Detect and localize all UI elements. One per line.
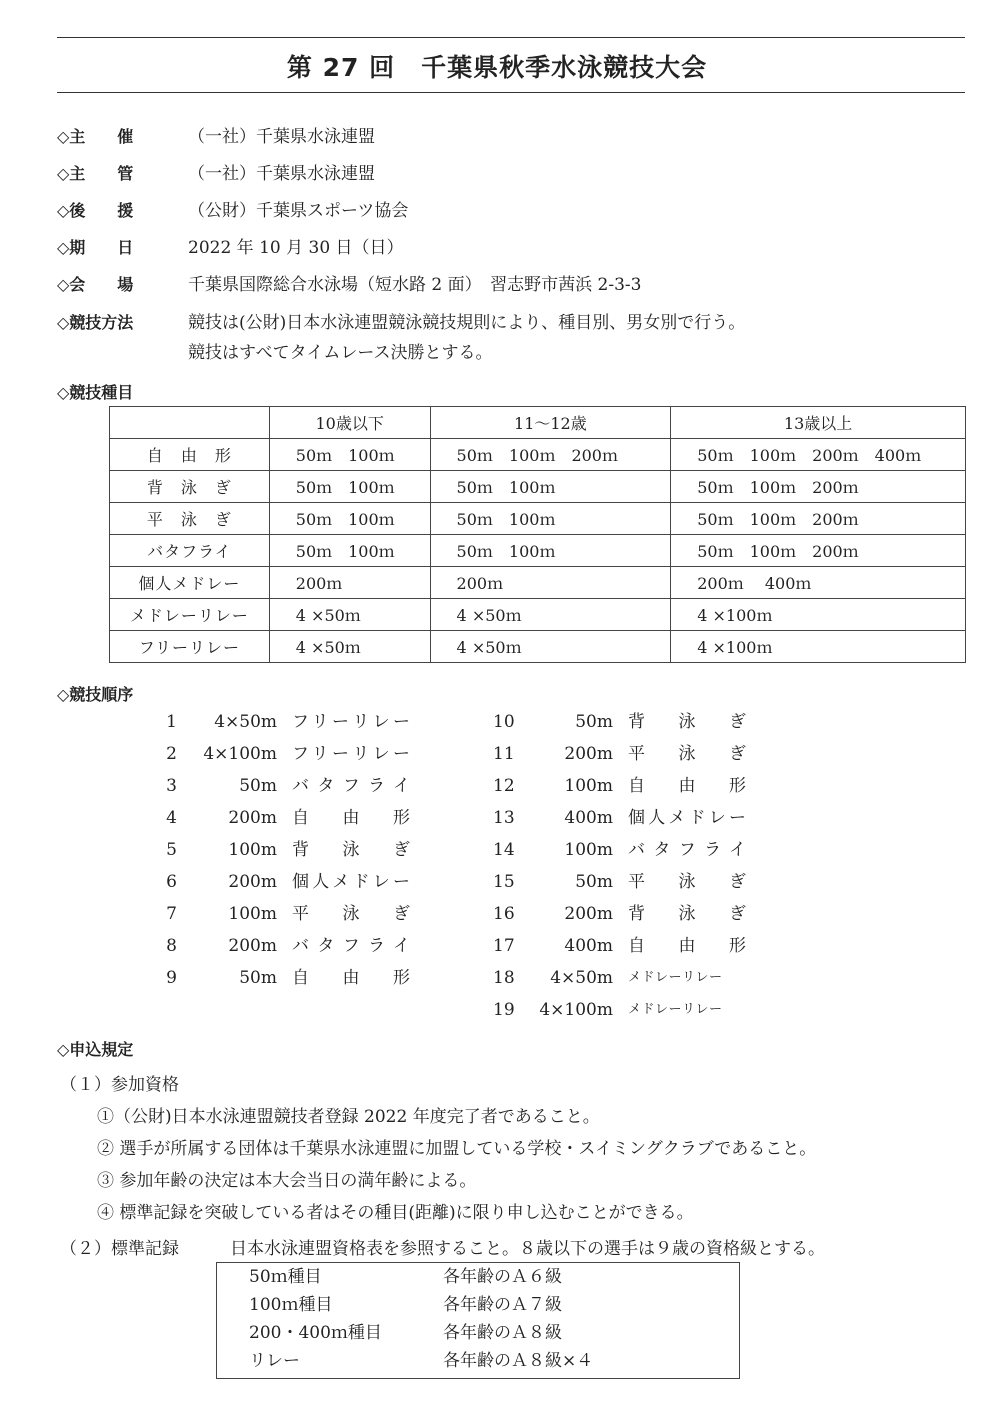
order-event: 背泳ぎ bbox=[628, 712, 746, 732]
table-header-row bbox=[110, 407, 966, 439]
eligibility-heading: （１）参加資格 bbox=[60, 1075, 179, 1095]
order-event: メドレーリレー bbox=[628, 1002, 723, 1017]
table-cell: 50ｍ 100ｍ bbox=[269, 439, 430, 471]
order-event: バタフライ bbox=[628, 840, 746, 860]
order-event: バタフライ bbox=[292, 936, 410, 956]
table-row bbox=[110, 567, 966, 599]
order-number: 9 bbox=[166, 968, 177, 988]
info-label: ◇期 日 bbox=[57, 238, 134, 257]
table-header: 11〜12歳 bbox=[430, 407, 671, 439]
eligibility-item-3: ③ 参加年齢の決定は本大会当日の満年齢による。 bbox=[97, 1171, 477, 1191]
order-number: 7 bbox=[166, 904, 177, 924]
order-event: フリーリレー bbox=[292, 744, 410, 764]
order-distance: 50m bbox=[239, 968, 277, 988]
order-distance: 4×50m bbox=[214, 712, 277, 732]
table-cell: 200ｍ 400ｍ bbox=[671, 567, 966, 599]
order-event: 背泳ぎ bbox=[292, 840, 410, 860]
info-label: ◇主 催 bbox=[57, 127, 134, 146]
order-distance: 4×100m bbox=[539, 1000, 613, 1020]
table-row bbox=[110, 599, 966, 631]
table-cell: 4 ×100ｍ bbox=[671, 599, 966, 631]
table-header bbox=[110, 407, 270, 439]
standard-event: リレー bbox=[249, 1351, 300, 1371]
application-heading: ◇申込規定 bbox=[57, 1040, 134, 1059]
events-table bbox=[109, 406, 966, 663]
table-cell: 50ｍ 100ｍ 200ｍ 400ｍ bbox=[671, 439, 966, 471]
table-cell: 4 ×50ｍ bbox=[269, 631, 430, 663]
standard-event: 50ｍ種目 bbox=[249, 1267, 322, 1287]
info-value: （一社）千葉県水泳連盟 bbox=[188, 127, 375, 147]
order-distance: 50m bbox=[575, 712, 613, 732]
table-cell: 50ｍ 100ｍ bbox=[430, 535, 671, 567]
order-event: バタフライ bbox=[292, 776, 410, 796]
order-number: 10 bbox=[493, 712, 515, 732]
table-cell: 50ｍ 100ｍ 200ｍ bbox=[671, 503, 966, 535]
table-cell: 50ｍ 100ｍ bbox=[269, 503, 430, 535]
order-distance: 200m bbox=[564, 744, 613, 764]
order-number: 3 bbox=[166, 776, 177, 796]
info-value: 競技は(公財)日本水泳連盟競泳競技規則により、種目別、男女別で行う。 bbox=[188, 313, 746, 333]
standard-heading: （２）標準記録 bbox=[60, 1239, 179, 1259]
list-item bbox=[249, 1319, 562, 1347]
order-number: 15 bbox=[493, 872, 515, 892]
standard-event: 100ｍ種目 bbox=[249, 1295, 333, 1315]
table-cell: 背 泳 ぎ bbox=[110, 471, 270, 503]
table-cell: 50ｍ 100ｍ 200ｍ bbox=[671, 471, 966, 503]
order-event: 自由形 bbox=[628, 936, 746, 956]
list-item bbox=[249, 1347, 594, 1375]
standard-level: 各年齢のＡ８級×４ bbox=[443, 1351, 594, 1371]
table-cell: 50ｍ 100ｍ 200ｍ bbox=[430, 439, 671, 471]
info-value: （一社）千葉県水泳連盟 bbox=[188, 164, 375, 184]
order-event: 平泳ぎ bbox=[292, 904, 410, 924]
order-distance: 200m bbox=[228, 808, 277, 828]
table-cell: 50ｍ 100ｍ bbox=[269, 471, 430, 503]
order-distance: 4×50m bbox=[550, 968, 613, 988]
order-distance: 50m bbox=[575, 872, 613, 892]
table-cell: 4 ×50ｍ bbox=[430, 631, 671, 663]
table-cell: 50ｍ 100ｍ 200ｍ bbox=[671, 535, 966, 567]
info-value: （公財）千葉県スポーツ協会 bbox=[188, 201, 409, 221]
eligibility-item-4: ④ 標準記録を突破している者はその種目(距離)に限り申し込むことができる。 bbox=[97, 1203, 694, 1223]
order-event: メドレーリレー bbox=[628, 970, 723, 985]
table-row bbox=[110, 631, 966, 663]
info-value: 千葉県国際総合水泳場（短水路 2 面） 習志野市茜浜 2-3-3 bbox=[188, 275, 642, 295]
order-number: 17 bbox=[493, 936, 515, 956]
table-row bbox=[110, 471, 966, 503]
order-number: 5 bbox=[166, 840, 177, 860]
table-cell: 4 ×100ｍ bbox=[671, 631, 966, 663]
table-cell: メドレーリレー bbox=[110, 599, 270, 631]
order-number: 12 bbox=[493, 776, 515, 796]
standard-level: 各年齢のＡ８級 bbox=[443, 1323, 562, 1343]
standard-event: 200・400ｍ種目 bbox=[249, 1323, 382, 1343]
order-event: 自由形 bbox=[628, 776, 746, 796]
table-cell: 50ｍ 100ｍ bbox=[430, 471, 671, 503]
table-row bbox=[110, 439, 966, 471]
info-label: ◇競技方法 bbox=[57, 313, 134, 332]
order-event: 自由形 bbox=[292, 968, 410, 988]
order-event: 平泳ぎ bbox=[628, 872, 746, 892]
order-distance: 4×100m bbox=[203, 744, 277, 764]
order-event: 個人メドレー bbox=[292, 872, 410, 892]
order-event: 個人メドレー bbox=[628, 808, 746, 828]
order-distance: 100m bbox=[228, 840, 277, 860]
standard-level: 各年齢のＡ７級 bbox=[443, 1295, 562, 1315]
table-cell: 4 ×50ｍ bbox=[430, 599, 671, 631]
order-distance: 400m bbox=[564, 936, 613, 956]
order-distance: 100m bbox=[564, 840, 613, 860]
order-number: 4 bbox=[166, 808, 177, 828]
standard-level: 各年齢のＡ６級 bbox=[443, 1267, 562, 1287]
order-distance: 200m bbox=[564, 904, 613, 924]
order-distance: 50m bbox=[239, 776, 277, 796]
order-list-left bbox=[157, 708, 427, 998]
top-rule bbox=[57, 37, 965, 38]
title-underline bbox=[57, 92, 965, 93]
order-number: 8 bbox=[166, 936, 177, 956]
table-header: 13歳以上 bbox=[671, 407, 966, 439]
table-cell: 50ｍ 100ｍ bbox=[269, 535, 430, 567]
order-number: 16 bbox=[493, 904, 515, 924]
table-cell: 自 由 形 bbox=[110, 439, 270, 471]
order-event: 自由形 bbox=[292, 808, 410, 828]
order-event: 背泳ぎ bbox=[628, 904, 746, 924]
list-item bbox=[249, 1291, 562, 1319]
table-cell: バタフライ bbox=[110, 535, 270, 567]
order-number: 14 bbox=[493, 840, 515, 860]
order-number: 13 bbox=[493, 808, 515, 828]
info-value: 2022 年 10 月 30 日（日） bbox=[188, 238, 404, 258]
eligibility-item-1: ①（公財)日本水泳連盟競技者登録 2022 年度完了者であること。 bbox=[97, 1107, 600, 1127]
order-number: 11 bbox=[493, 744, 515, 764]
order-number: 1 bbox=[166, 712, 177, 732]
order-distance: 100m bbox=[564, 776, 613, 796]
events-heading: ◇競技種目 bbox=[57, 383, 134, 402]
order-number: 18 bbox=[493, 968, 515, 988]
table-row bbox=[110, 535, 966, 567]
order-distance: 200m bbox=[228, 936, 277, 956]
order-number: 2 bbox=[166, 744, 177, 764]
info-label: ◇主 管 bbox=[57, 164, 134, 183]
table-header: 10歳以下 bbox=[269, 407, 430, 439]
order-distance: 400m bbox=[564, 808, 613, 828]
order-event: 平泳ぎ bbox=[628, 744, 746, 764]
list-item bbox=[249, 1263, 562, 1291]
info-label: ◇後 援 bbox=[57, 201, 134, 220]
eligibility-item-2: ② 選手が所属する団体は千葉県水泳連盟に加盟している学校・スイミングクラブであること。 bbox=[97, 1139, 817, 1159]
table-cell: 平 泳 ぎ bbox=[110, 503, 270, 535]
info-value: 競技はすべてタイムレース決勝とする。 bbox=[188, 343, 493, 363]
order-distance: 200m bbox=[228, 872, 277, 892]
order-heading: ◇競技順序 bbox=[57, 685, 134, 704]
standard-note: 日本水泳連盟資格表を参照すること。８歳以下の選手は９歳の資格級とする。 bbox=[230, 1239, 825, 1259]
table-cell: 200ｍ bbox=[269, 567, 430, 599]
info-label: ◇会 場 bbox=[57, 275, 134, 294]
order-number: 19 bbox=[493, 1000, 515, 1020]
order-number: 6 bbox=[166, 872, 177, 892]
order-distance: 100m bbox=[228, 904, 277, 924]
table-cell: フリーリレー bbox=[110, 631, 270, 663]
table-row bbox=[110, 503, 966, 535]
page-title: 第 27 回 千葉県秋季水泳競技大会 bbox=[286, 53, 708, 82]
table-cell: 50ｍ 100ｍ bbox=[430, 503, 671, 535]
order-event: フリーリレー bbox=[292, 712, 410, 732]
table-cell: 4 ×50ｍ bbox=[269, 599, 430, 631]
standards-box bbox=[216, 1262, 740, 1379]
table-cell: 200ｍ bbox=[430, 567, 671, 599]
order-list-right bbox=[493, 708, 763, 1030]
table-cell: 個人メドレー bbox=[110, 567, 270, 599]
